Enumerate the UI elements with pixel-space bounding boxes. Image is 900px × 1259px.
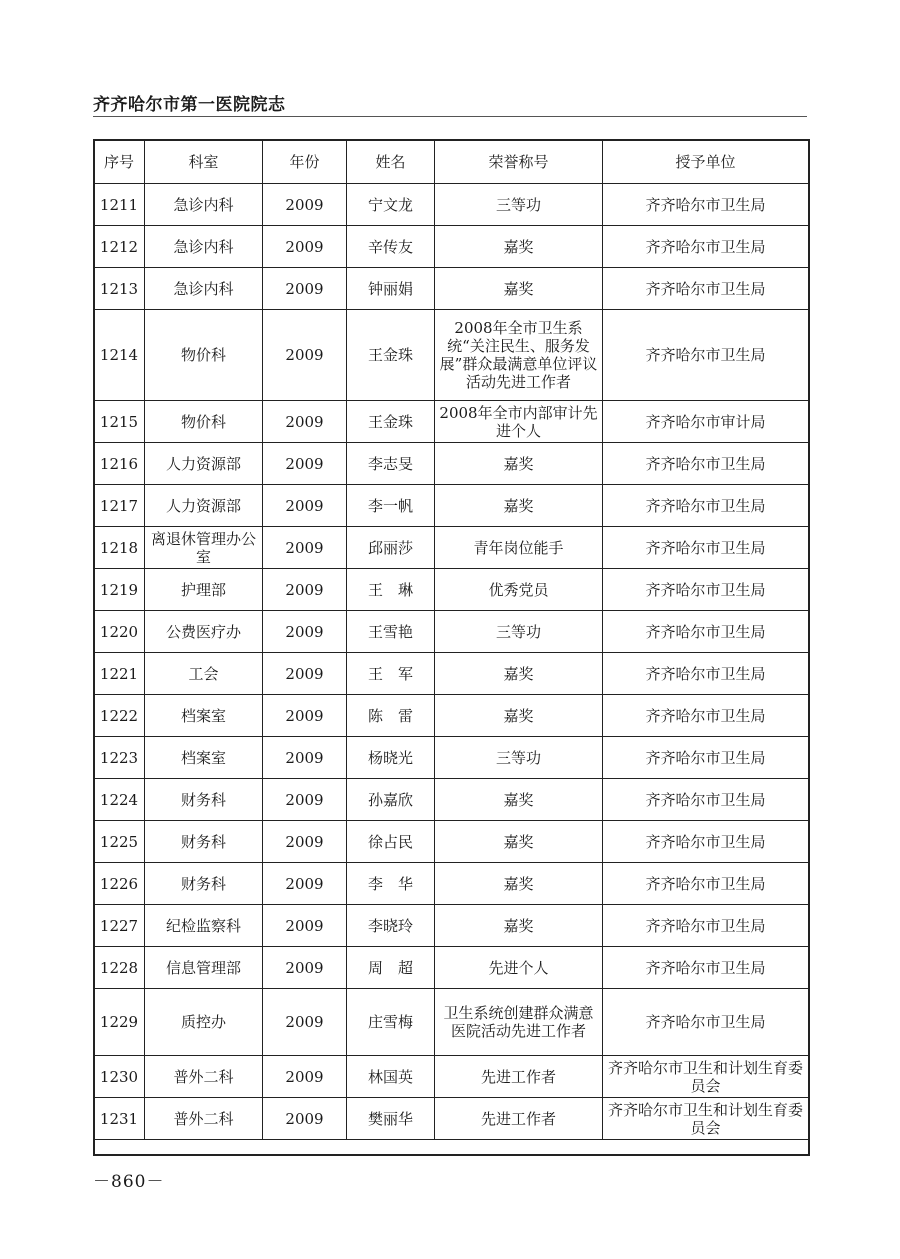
cell-department: 人力资源部 <box>145 485 263 527</box>
table-row <box>94 821 809 863</box>
cell-granting-unit: 齐齐哈尔市卫生局 <box>603 863 809 905</box>
cell-year: 2009 <box>263 779 347 821</box>
cell-honor: 嘉奖 <box>435 443 603 485</box>
table-body <box>94 184 809 1140</box>
col-header-granting-unit: 授予单位 <box>603 140 809 184</box>
cell-honor: 嘉奖 <box>435 905 603 947</box>
cell-granting-unit: 齐齐哈尔市卫生局 <box>603 268 809 310</box>
cell-name: 周 超 <box>347 947 435 989</box>
cell-granting-unit: 齐齐哈尔市卫生和计划生育委员会 <box>603 1056 809 1098</box>
cell-year: 2009 <box>263 821 347 863</box>
cell-department: 人力资源部 <box>145 443 263 485</box>
table-row <box>94 737 809 779</box>
table-row <box>94 653 809 695</box>
cell-year: 2009 <box>263 485 347 527</box>
cell-department: 急诊内科 <box>145 268 263 310</box>
cell-department: 财务科 <box>145 779 263 821</box>
cell-honor: 三等功 <box>435 611 603 653</box>
cell-department: 财务科 <box>145 863 263 905</box>
cell-index: 1230 <box>94 1056 145 1098</box>
cell-department: 档案室 <box>145 737 263 779</box>
cell-index: 1214 <box>94 310 145 401</box>
cell-department: 财务科 <box>145 821 263 863</box>
cell-year: 2009 <box>263 569 347 611</box>
cell-name: 王金珠 <box>347 310 435 401</box>
table-row <box>94 310 809 401</box>
cell-year: 2009 <box>263 527 347 569</box>
cell-honor: 嘉奖 <box>435 821 603 863</box>
cell-name: 杨晓光 <box>347 737 435 779</box>
cell-honor: 嘉奖 <box>435 268 603 310</box>
table-row <box>94 226 809 268</box>
cell-year: 2009 <box>263 184 347 226</box>
col-header-index: 序号 <box>94 140 145 184</box>
cell-year: 2009 <box>263 905 347 947</box>
table-row <box>94 268 809 310</box>
cell-name: 钟丽娟 <box>347 268 435 310</box>
cell-department: 急诊内科 <box>145 184 263 226</box>
table-row <box>94 779 809 821</box>
cell-index: 1216 <box>94 443 145 485</box>
cell-name: 樊丽华 <box>347 1098 435 1140</box>
cell-granting-unit: 齐齐哈尔市卫生局 <box>603 653 809 695</box>
cell-index: 1228 <box>94 947 145 989</box>
cell-granting-unit: 齐齐哈尔市卫生局 <box>603 737 809 779</box>
col-header-name: 姓名 <box>347 140 435 184</box>
cell-index: 1226 <box>94 863 145 905</box>
cell-granting-unit: 齐齐哈尔市卫生局 <box>603 527 809 569</box>
table-row <box>94 1098 809 1140</box>
cell-name: 王 军 <box>347 653 435 695</box>
cell-honor: 三等功 <box>435 184 603 226</box>
cell-name: 宁文龙 <box>347 184 435 226</box>
cell-year: 2009 <box>263 1056 347 1098</box>
cell-year: 2009 <box>263 737 347 779</box>
col-header-year: 年份 <box>263 140 347 184</box>
cell-granting-unit: 齐齐哈尔市卫生局 <box>603 443 809 485</box>
cell-index: 1231 <box>94 1098 145 1140</box>
cell-department: 质控办 <box>145 989 263 1056</box>
cell-year: 2009 <box>263 310 347 401</box>
cell-index: 1215 <box>94 401 145 443</box>
cell-department: 护理部 <box>145 569 263 611</box>
cell-year: 2009 <box>263 863 347 905</box>
cell-year: 2009 <box>263 401 347 443</box>
cell-name: 陈 雷 <box>347 695 435 737</box>
cell-granting-unit: 齐齐哈尔市卫生局 <box>603 779 809 821</box>
cell-year: 2009 <box>263 443 347 485</box>
cell-year: 2009 <box>263 1098 347 1140</box>
cell-index: 1221 <box>94 653 145 695</box>
cell-honor: 先进个人 <box>435 947 603 989</box>
table-row <box>94 947 809 989</box>
cell-granting-unit: 齐齐哈尔市卫生局 <box>603 310 809 401</box>
cell-department: 信息管理部 <box>145 947 263 989</box>
cell-honor: 嘉奖 <box>435 653 603 695</box>
table-row <box>94 611 809 653</box>
cell-name: 李志旻 <box>347 443 435 485</box>
cell-honor: 三等功 <box>435 737 603 779</box>
cell-department: 物价科 <box>145 401 263 443</box>
header-rule <box>93 116 807 117</box>
cell-granting-unit: 齐齐哈尔市卫生局 <box>603 695 809 737</box>
cell-index: 1220 <box>94 611 145 653</box>
cell-honor: 青年岗位能手 <box>435 527 603 569</box>
cell-name: 辛传友 <box>347 226 435 268</box>
table-row <box>94 401 809 443</box>
cell-department: 公费医疗办 <box>145 611 263 653</box>
cell-department: 物价科 <box>145 310 263 401</box>
table-row <box>94 905 809 947</box>
cell-year: 2009 <box>263 611 347 653</box>
cell-honor: 嘉奖 <box>435 863 603 905</box>
cell-index: 1217 <box>94 485 145 527</box>
cell-granting-unit: 齐齐哈尔市卫生局 <box>603 611 809 653</box>
cell-granting-unit: 齐齐哈尔市卫生局 <box>603 226 809 268</box>
cell-year: 2009 <box>263 695 347 737</box>
cell-name: 李晓玲 <box>347 905 435 947</box>
cell-honor: 先进工作者 <box>435 1098 603 1140</box>
cell-granting-unit: 齐齐哈尔市审计局 <box>603 401 809 443</box>
cell-honor: 卫生系统创建群众满意医院活动先进工作者 <box>435 989 603 1056</box>
cell-granting-unit: 齐齐哈尔市卫生局 <box>603 569 809 611</box>
cell-granting-unit: 齐齐哈尔市卫生和计划生育委员会 <box>603 1098 809 1140</box>
cell-honor: 优秀党员 <box>435 569 603 611</box>
cell-name: 徐占民 <box>347 821 435 863</box>
cell-index: 1227 <box>94 905 145 947</box>
cell-index: 1225 <box>94 821 145 863</box>
cell-name: 王雪艳 <box>347 611 435 653</box>
col-header-honor: 荣誉称号 <box>435 140 603 184</box>
cell-name: 李 华 <box>347 863 435 905</box>
cell-department: 急诊内科 <box>145 226 263 268</box>
cell-granting-unit: 齐齐哈尔市卫生局 <box>603 905 809 947</box>
table-row <box>94 863 809 905</box>
table-row <box>94 485 809 527</box>
table-row <box>94 989 809 1056</box>
cell-department: 档案室 <box>145 695 263 737</box>
cell-index: 1218 <box>94 527 145 569</box>
cell-index: 1211 <box>94 184 145 226</box>
cell-department: 工会 <box>145 653 263 695</box>
cell-index: 1219 <box>94 569 145 611</box>
cell-index: 1213 <box>94 268 145 310</box>
cell-year: 2009 <box>263 653 347 695</box>
table-row <box>94 184 809 226</box>
col-header-department: 科室 <box>145 140 263 184</box>
cell-name: 庄雪梅 <box>347 989 435 1056</box>
cell-honor: 嘉奖 <box>435 695 603 737</box>
cell-honor: 嘉奖 <box>435 779 603 821</box>
page-number: －860－ <box>93 1172 165 1192</box>
cell-name: 邱丽莎 <box>347 527 435 569</box>
cell-index: 1212 <box>94 226 145 268</box>
table-row <box>94 569 809 611</box>
cell-year: 2009 <box>263 226 347 268</box>
cell-name: 孙嘉欣 <box>347 779 435 821</box>
cell-index: 1229 <box>94 989 145 1056</box>
honors-table <box>93 139 809 1140</box>
cell-granting-unit: 齐齐哈尔市卫生局 <box>603 947 809 989</box>
cell-index: 1224 <box>94 779 145 821</box>
cell-name: 李一帆 <box>347 485 435 527</box>
cell-index: 1222 <box>94 695 145 737</box>
table-row <box>94 1056 809 1098</box>
table-row <box>94 527 809 569</box>
cell-name: 王金珠 <box>347 401 435 443</box>
cell-honor: 嘉奖 <box>435 226 603 268</box>
cell-granting-unit: 齐齐哈尔市卫生局 <box>603 485 809 527</box>
cell-index: 1223 <box>94 737 145 779</box>
cell-name: 林国英 <box>347 1056 435 1098</box>
cell-honor: 2008年全市内部审计先进个人 <box>435 401 603 443</box>
header-row <box>94 140 809 184</box>
cell-department: 普外二科 <box>145 1098 263 1140</box>
table-header <box>94 140 809 184</box>
cell-department: 纪检监察科 <box>145 905 263 947</box>
cell-honor: 先进工作者 <box>435 1056 603 1098</box>
running-head-title: 齐齐哈尔市第一医院院志 <box>93 95 286 115</box>
cell-year: 2009 <box>263 989 347 1056</box>
cell-year: 2009 <box>263 268 347 310</box>
cell-honor: 嘉奖 <box>435 485 603 527</box>
cell-department: 普外二科 <box>145 1056 263 1098</box>
cell-year: 2009 <box>263 947 347 989</box>
table-row <box>94 443 809 485</box>
cell-department: 离退休管理办公室 <box>145 527 263 569</box>
table-row <box>94 695 809 737</box>
cell-granting-unit: 齐齐哈尔市卫生局 <box>603 184 809 226</box>
cell-granting-unit: 齐齐哈尔市卫生局 <box>603 989 809 1056</box>
cell-granting-unit: 齐齐哈尔市卫生局 <box>603 821 809 863</box>
cell-name: 王 琳 <box>347 569 435 611</box>
cell-honor: 2008年全市卫生系统“关注民生、服务发展”群众最满意单位评议活动先进工作者 <box>435 310 603 401</box>
